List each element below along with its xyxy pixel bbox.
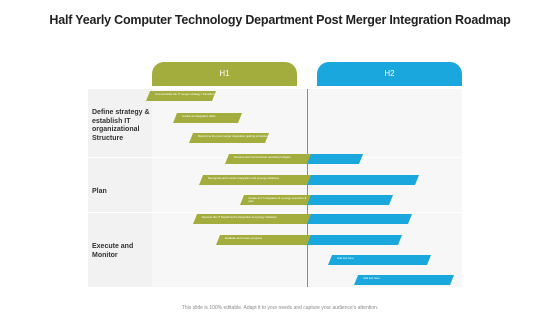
task-bar <box>307 235 402 245</box>
task-bar: Add text here <box>328 255 431 265</box>
task-bar <box>307 175 419 185</box>
phase-header-h2: H2 <box>317 62 462 86</box>
task-bar: Develop and communicate operating budgets <box>225 154 313 164</box>
row-label-plan: Plan <box>92 188 107 195</box>
phase-divider <box>307 89 308 287</box>
task-bar <box>307 154 363 164</box>
task-bar: Add text here <box>354 275 454 285</box>
task-bar: Create an integration office <box>173 113 242 123</box>
task-bar: Execute the IT Department's integration & synergy initiatives <box>193 214 313 224</box>
task-bar: Create an IT integration & synergy execution & plan <box>240 195 313 205</box>
task-bar <box>307 214 412 224</box>
footer-note: This slide is 100% editable. Adapt it to your needs and capture your audience's attention. <box>181 305 379 311</box>
page-title: Half Yearly Computer Technology Department Post Merger Integration Roadmap <box>49 13 511 27</box>
task-bar <box>307 195 393 205</box>
task-bar: Determine the post merger integration guiding principles <box>189 133 269 143</box>
task-bar: Evaluate and review progress <box>216 235 313 245</box>
phase-header-h1: H1 <box>152 62 297 86</box>
row-separator <box>88 212 462 213</box>
task-bar: Recognize and monitor integration and synergy initiatives <box>199 175 313 185</box>
row-label-define-strategy: Define strategy & establish IT organizational Structure <box>92 109 150 142</box>
task-bar: Communicate the IT merger strategy / transition <box>146 91 216 101</box>
row-label-execute-monitor: Execute and Monitor <box>92 243 134 259</box>
